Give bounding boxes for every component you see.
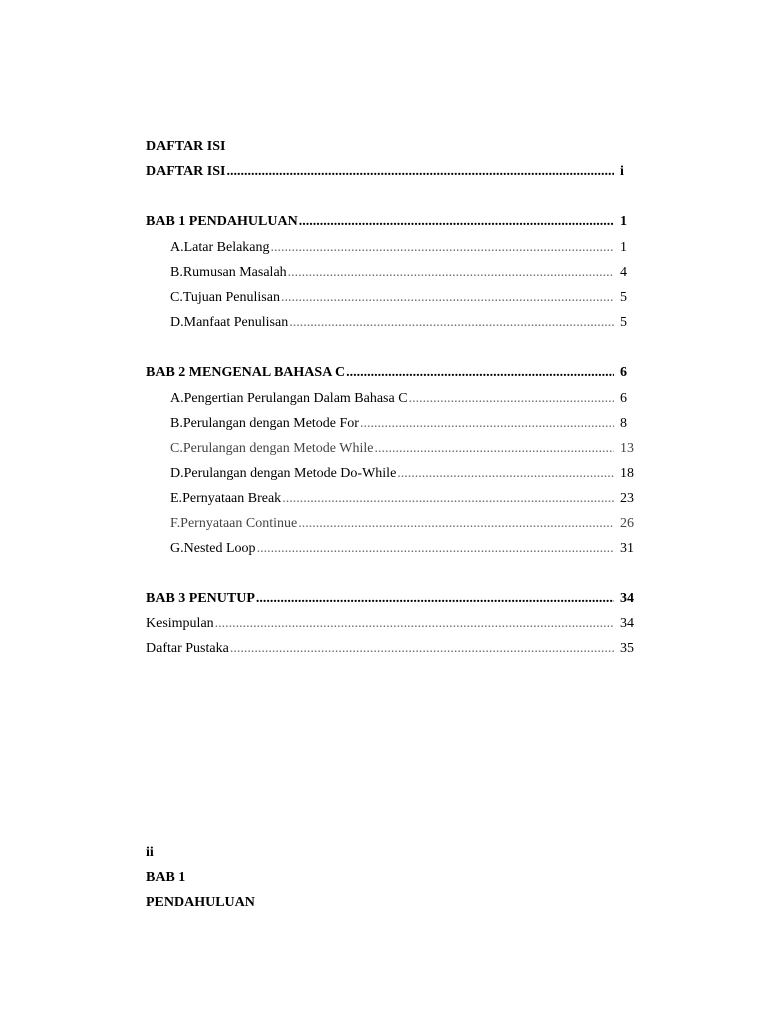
dot-leader (346, 365, 614, 381)
toc-entry-page: 35 (620, 641, 634, 656)
toc-chapter-page: 1 (620, 214, 627, 229)
toc-chapter-page: 34 (620, 591, 634, 606)
toc-entry-page: i (620, 164, 624, 179)
toc-item[interactable] (170, 441, 638, 457)
toc-item-title: Rumusan Masalah (182, 265, 287, 280)
toc-chapter-bab-1[interactable] (146, 214, 638, 230)
toc-chapter-bab-2[interactable] (146, 365, 638, 381)
toc-item[interactable] (170, 416, 638, 432)
toc-entry-kesimpulan[interactable] (146, 616, 638, 632)
toc-item-title: Latar Belakang (183, 240, 270, 255)
toc-entry-daftar-isi[interactable] (146, 164, 638, 180)
toc-item-page: 8 (620, 416, 627, 431)
toc-entry-page: 34 (620, 616, 634, 631)
toc-heading: DAFTAR ISI (146, 139, 226, 154)
dot-leader (282, 491, 614, 507)
toc-item[interactable] (170, 516, 638, 532)
toc-item[interactable] (170, 391, 638, 407)
dot-leader (409, 391, 614, 407)
toc-item-title: Perulangan dengan Metode While (182, 441, 374, 456)
toc-item-letter: E. (170, 491, 183, 506)
toc-item-title: Perulangan dengan Metode For (182, 416, 359, 431)
toc-entry-title: Kesimpulan (146, 616, 214, 631)
toc-item-letter: A. (170, 240, 184, 255)
dot-leader (226, 164, 614, 180)
toc-item-letter: C. (170, 441, 183, 456)
toc-item[interactable] (170, 541, 638, 557)
next-chapter-label: BAB 1 (146, 870, 186, 885)
dot-leader (289, 315, 614, 331)
toc-item-letter: B. (170, 265, 183, 280)
toc-item-page: 31 (620, 541, 634, 556)
toc-item-letter: B. (170, 416, 183, 431)
dot-leader (230, 641, 614, 657)
toc-item-title: Tujuan Penulisan (182, 290, 280, 305)
toc-chapter-title: BAB 2 MENGENAL BAHASA C (146, 365, 346, 380)
toc-item[interactable] (170, 240, 638, 256)
toc-item-page: 18 (620, 466, 634, 481)
toc-chapter-title: BAB 3 PENUTUP (146, 591, 255, 606)
toc-item-title: Pernyataan Continue (180, 516, 298, 531)
dot-leader (256, 591, 614, 607)
toc-item-letter: G. (170, 541, 184, 556)
next-chapter-title: PENDAHULUAN (146, 895, 255, 910)
toc-item-title: Perulangan dengan Metode Do-While (183, 466, 397, 481)
toc-item-letter: D. (170, 315, 184, 330)
toc-item-letter: D. (170, 466, 184, 481)
toc-item-letter: C. (170, 290, 183, 305)
toc-entry-daftar-pustaka[interactable] (146, 641, 638, 657)
toc-chapter-title: BAB 1 PENDAHULUAN (146, 214, 298, 229)
toc-item-page: 4 (620, 265, 627, 280)
toc-item[interactable] (170, 315, 638, 331)
toc-item-title: Manfaat Penulisan (183, 315, 289, 330)
dot-leader (271, 240, 614, 256)
toc-item-letter: A. (170, 391, 184, 406)
toc-item-page: 5 (620, 290, 627, 305)
toc-entry-title: DAFTAR ISI (146, 164, 226, 179)
toc-chapter-bab-3[interactable] (146, 591, 638, 607)
dot-leader (360, 416, 614, 432)
toc-item-title: Pernyataan Break (182, 491, 282, 506)
toc-item-page: 26 (620, 516, 634, 531)
dot-leader (215, 616, 614, 632)
toc-item-page: 23 (620, 491, 634, 506)
dot-leader (298, 516, 614, 532)
toc-item-letter: F. (170, 516, 181, 531)
toc-item-page: 13 (620, 441, 634, 456)
toc-item-title: Nested Loop (183, 541, 256, 556)
toc-item-page: 5 (620, 315, 627, 330)
toc-item[interactable] (170, 491, 638, 507)
toc-entry-title: Daftar Pustaka (146, 641, 229, 656)
toc-item-title: Pengertian Perulangan Dalam Bahasa C (183, 391, 408, 406)
toc-item-page: 1 (620, 240, 627, 255)
dot-leader (397, 466, 614, 482)
dot-leader (281, 290, 614, 306)
toc-item[interactable] (170, 466, 638, 482)
toc-chapter-page: 6 (620, 365, 627, 380)
toc-item-page: 6 (620, 391, 627, 406)
dot-leader (257, 541, 614, 557)
dot-leader (288, 265, 614, 281)
page-number: ii (146, 845, 154, 860)
toc-item[interactable] (170, 290, 638, 306)
dot-leader (374, 441, 614, 457)
toc-item[interactable] (170, 265, 638, 281)
dot-leader (299, 214, 614, 230)
